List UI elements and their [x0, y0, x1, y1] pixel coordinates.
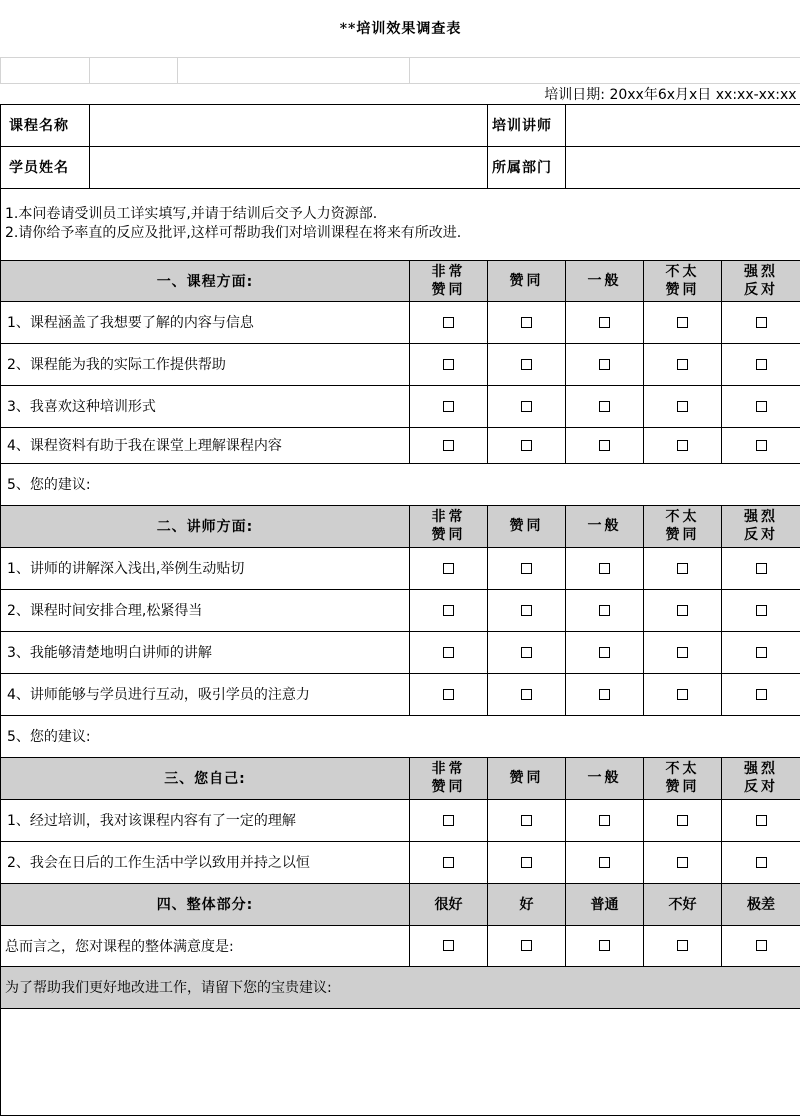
- checkbox[interactable]: [756, 563, 767, 574]
- checkbox[interactable]: [677, 689, 688, 700]
- instructions: [1, 188, 800, 260]
- section-self-heading: 三、您自己:: [1, 757, 410, 799]
- scale-strongly-oppose: 强烈反对: [722, 757, 800, 799]
- checkbox[interactable]: [677, 440, 688, 451]
- checkbox[interactable]: [599, 857, 610, 868]
- checkbox[interactable]: [521, 689, 532, 700]
- question: 3、我喜欢这种培训形式: [1, 385, 410, 427]
- checkbox[interactable]: [756, 440, 767, 451]
- checkbox[interactable]: [599, 605, 610, 616]
- instruction-1: 1.本问卷请受训员工详实填写,并请于结训后交予人力资源部.: [5, 205, 800, 224]
- section-trainer-heading: 二、讲师方面:: [1, 505, 410, 547]
- checkbox[interactable]: [521, 401, 532, 412]
- checkbox[interactable]: [677, 605, 688, 616]
- checkbox[interactable]: [521, 563, 532, 574]
- checkbox[interactable]: [443, 401, 454, 412]
- checkbox[interactable]: [677, 940, 688, 951]
- checkbox[interactable]: [677, 359, 688, 370]
- scale-strongly-agree: 非常赞同: [410, 757, 488, 799]
- checkbox[interactable]: [521, 317, 532, 328]
- checkbox[interactable]: [677, 401, 688, 412]
- trainer-suggestion-field[interactable]: 5、您的建议:: [1, 715, 800, 757]
- checkbox[interactable]: [677, 815, 688, 826]
- final-suggestion-prompt: 为了帮助我们更好地改进工作，请留下您的宝贵建议:: [1, 966, 800, 1008]
- checkbox[interactable]: [756, 605, 767, 616]
- checkbox[interactable]: [599, 940, 610, 951]
- checkbox[interactable]: [443, 563, 454, 574]
- checkbox[interactable]: [756, 359, 767, 370]
- rating-very-poor: 极差: [722, 883, 800, 925]
- course-name-label: 课程名称: [1, 104, 90, 146]
- checkbox[interactable]: [756, 815, 767, 826]
- scale-agree: 赞同: [488, 757, 566, 799]
- scale-neutral: 一般: [566, 757, 644, 799]
- course-name-field[interactable]: [90, 104, 488, 146]
- checkbox[interactable]: [521, 857, 532, 868]
- student-name-field[interactable]: [90, 146, 488, 188]
- question: 2、我会在日后的工作生活中学以致用并持之以恒: [1, 841, 410, 883]
- scale-strongly-oppose: 强烈反对: [722, 505, 800, 547]
- checkbox[interactable]: [756, 647, 767, 658]
- checkbox[interactable]: [599, 317, 610, 328]
- instruction-2: 2.请你给予率直的反应及批评,这样可帮助我们对培训课程在将来有所改进.: [5, 224, 800, 243]
- checkbox[interactable]: [521, 440, 532, 451]
- scale-disagree: 不太赞同: [644, 505, 722, 547]
- checkbox[interactable]: [599, 440, 610, 451]
- scale-agree: 赞同: [488, 505, 566, 547]
- student-name-label: 学员姓名: [1, 146, 90, 188]
- checkbox[interactable]: [443, 647, 454, 658]
- scale-strongly-agree: 非常赞同: [410, 505, 488, 547]
- checkbox[interactable]: [677, 317, 688, 328]
- trainer-label: 培训讲师: [488, 104, 566, 146]
- rating-good: 好: [488, 883, 566, 925]
- section-overall-heading: 四、整体部分:: [1, 883, 410, 925]
- page-title: **培训效果调查表: [1, 0, 800, 57]
- department-field[interactable]: [566, 146, 800, 188]
- training-date: 培训日期: 20xx年6x月x日 xx:xx-xx:xx: [1, 83, 800, 104]
- grid-cell: [1, 57, 90, 83]
- checkbox[interactable]: [677, 563, 688, 574]
- checkbox[interactable]: [599, 647, 610, 658]
- question: 1、讲师的讲解深入浅出,举例生动贴切: [1, 547, 410, 589]
- checkbox[interactable]: [599, 689, 610, 700]
- trainer-field[interactable]: [566, 104, 800, 146]
- checkbox[interactable]: [756, 401, 767, 412]
- question: 2、课程时间安排合理,松紧得当: [1, 589, 410, 631]
- final-suggestion-field[interactable]: [1, 1008, 800, 1115]
- checkbox[interactable]: [443, 815, 454, 826]
- scale-agree: 赞同: [488, 260, 566, 301]
- rating-poor: 不好: [644, 883, 722, 925]
- checkbox[interactable]: [443, 317, 454, 328]
- checkbox[interactable]: [443, 440, 454, 451]
- rating-average: 普通: [566, 883, 644, 925]
- checkbox[interactable]: [443, 940, 454, 951]
- scale-strongly-oppose: 强烈反对: [722, 260, 800, 301]
- checkbox[interactable]: [443, 689, 454, 700]
- checkbox[interactable]: [756, 857, 767, 868]
- overall-question: 总而言之，您对课程的整体满意度是:: [1, 925, 410, 966]
- question: 4、讲师能够与学员进行互动，吸引学员的注意力: [1, 673, 410, 715]
- checkbox[interactable]: [599, 359, 610, 370]
- checkbox[interactable]: [756, 317, 767, 328]
- section-course-heading: 一、课程方面:: [1, 260, 410, 301]
- question: 2、课程能为我的实际工作提供帮助: [1, 343, 410, 385]
- checkbox[interactable]: [443, 857, 454, 868]
- checkbox[interactable]: [521, 359, 532, 370]
- question: 3、我能够清楚地明白讲师的讲解: [1, 631, 410, 673]
- grid-cell: [410, 57, 800, 83]
- scale-neutral: 一般: [566, 260, 644, 301]
- checkbox[interactable]: [443, 605, 454, 616]
- checkbox[interactable]: [677, 647, 688, 658]
- checkbox[interactable]: [756, 940, 767, 951]
- checkbox[interactable]: [521, 647, 532, 658]
- grid-cell: [90, 57, 178, 83]
- scale-neutral: 一般: [566, 505, 644, 547]
- question: 1、课程涵盖了我想要了解的内容与信息: [1, 301, 410, 343]
- question: 4、课程资料有助于我在课堂上理解课程内容: [1, 427, 410, 463]
- course-suggestion-field[interactable]: 5、您的建议:: [1, 463, 800, 505]
- checkbox[interactable]: [521, 815, 532, 826]
- checkbox[interactable]: [599, 815, 610, 826]
- checkbox[interactable]: [521, 605, 532, 616]
- checkbox[interactable]: [521, 940, 532, 951]
- scale-disagree: 不太赞同: [644, 260, 722, 301]
- scale-strongly-agree: 非常赞同: [410, 260, 488, 301]
- department-label: 所属部门: [488, 146, 566, 188]
- checkbox[interactable]: [443, 359, 454, 370]
- scale-disagree: 不太赞同: [644, 757, 722, 799]
- checkbox[interactable]: [599, 563, 610, 574]
- rating-very-good: 很好: [410, 883, 488, 925]
- checkbox[interactable]: [756, 689, 767, 700]
- question: 1、经过培训，我对该课程内容有了一定的理解: [1, 799, 410, 841]
- checkbox[interactable]: [677, 857, 688, 868]
- grid-cell: [178, 57, 410, 83]
- checkbox[interactable]: [599, 401, 610, 412]
